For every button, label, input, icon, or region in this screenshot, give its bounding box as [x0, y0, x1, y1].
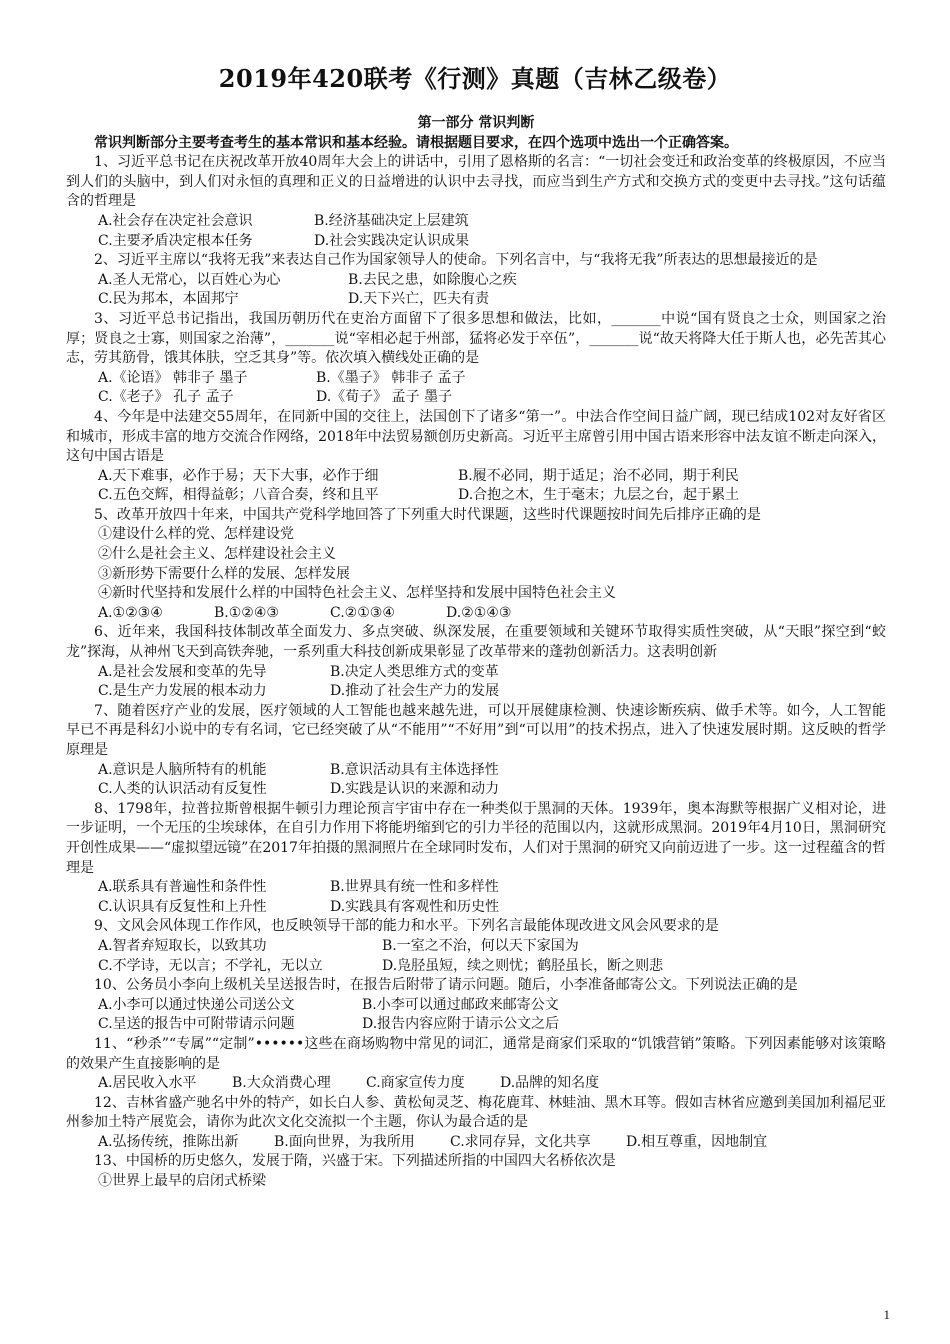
question-8-stem: 8、1798年，拉普拉斯曾根据牛顿引力理论预言宇宙中存在一种类似于黑洞的天体。1939年，奥本海默等根据广义相对论，进一步证明，一个无压的尘埃球体，在自引力作用下将能坍缩到它的引力半径的范围以内，这就形成黑洞。2019年4月10日，黑洞研究开创性成果——“虚拟望远镜”在2017年拍摄的黑洞照片在全球同时发布，人们对于黑洞的研究又向前迈进了一步。这一过程蕴含的哲理是 — [66, 800, 886, 876]
question-3-options — [66, 369, 886, 408]
question-12-option-c: C.求同存异，文化共享 — [450, 1133, 591, 1150]
document-body — [66, 114, 886, 1192]
page-number: 1 — [883, 1307, 890, 1322]
question-2-option-b: B.去民之患，如除腹心之疾 — [348, 271, 517, 288]
question-5-option-c: C.②①③④ — [330, 604, 395, 621]
question-12-option-d: D.相互尊重，因地制宜 — [626, 1133, 768, 1150]
question-1-options — [66, 212, 886, 251]
question-5-stem: 5、改革开放四十年来，中国共产党科学地回答了下列重大时代课题，这些时代课题按时间先后排序正确的是 — [94, 506, 761, 523]
question-5-item-3: ③新形势下需要什么样的发展、怎样发展 — [98, 565, 350, 582]
question-13-item-1: ①世界上最早的启闭式桥梁 — [98, 1173, 266, 1190]
question-4-option-a: A.天下难事，必作于易；天下大事，必作于细 — [98, 467, 379, 484]
question-5-item-4: ④新时代坚持和发展什么样的中国特色社会主义、怎样坚持和发展中国特色社会主义 — [98, 585, 616, 602]
question-4-stem: 4、今年是中法建交55周年，在同新中国的交往上，法国创下了诸多“第一”。中法合作空间日益广阔，现已结成102对友好省区和城市，形成丰富的地方交流合作网络，2018年中法贸易额创历史新高。习近平主席曾引用中国古语来形容中法友谊不断走向深入，这句中国古语是 — [66, 408, 886, 465]
question-7-options — [66, 761, 886, 800]
question-8-option-a: A.联系具有普遍性和条件性 — [98, 879, 267, 896]
question-12-option-b: B.面向世界，为我所用 — [274, 1133, 415, 1150]
question-3-option-c: C.《老子》 孔子 孟子 — [98, 389, 234, 406]
question-5-item-1: ①建设什么样的党、怎样建设党 — [98, 526, 294, 543]
question-1-option-c: C.主要矛盾决定根本任务 — [98, 232, 253, 249]
question-6-stem: 6、近年来，我国科技体制改革全面发力、多点突破、纵深发展，在重要领域和关键环节取得实质性突破，从“天眼”探空到“蛟龙”探海，从神州飞天到高铁奔驰，一系列重大科技创新成果彰显了改革带来的蓬勃创新活力。这表明创新 — [66, 624, 886, 661]
question-1-option-a: A.社会存在决定社会意识 — [98, 212, 253, 229]
question-5-option-d: D.②①④③ — [446, 604, 512, 621]
question-3-option-b: B.《墨子》 韩非子 孟子 — [316, 369, 466, 386]
question-9-stem: 9、文风会风体现工作作风，也反映领导干部的能力和水平。下列名言最能体现改进文风会风要求的是 — [94, 918, 719, 935]
section-intro: 常识判断部分主要考查考生的基本常识和基本经验。请根据题目要求，在四个选项中选出一个正确答案。 — [94, 134, 738, 151]
question-9-option-a: A.智者弃短取长，以致其功 — [98, 937, 267, 954]
question-11-option-d: D.品牌的知名度 — [500, 1075, 600, 1092]
question-11-stem: 11、“秒杀”“专属”“定制”••••••这些在商场购物中常见的词汇，通常是商家们采取的“饥饿营销”策略。下列因素能够对该策略的效果产生直接影响的是 — [66, 1035, 886, 1072]
question-9-option-b: B.一室之不治，何以天下家国为 — [382, 937, 579, 954]
question-1-option-b: B.经济基础决定上层建筑 — [314, 212, 469, 229]
question-7-option-a: A.意识是人脑所特有的机能 — [98, 761, 267, 778]
question-11-option-b: B.大众消费心理 — [232, 1075, 331, 1092]
question-8-option-c: C.认识具有反复性和上升性 — [98, 898, 267, 915]
question-7-option-c: C.人类的认识活动有反复性 — [98, 781, 267, 798]
question-4-option-d: D.合抱之木，生于毫末；九层之台，起于累土 — [458, 487, 740, 504]
question-9-options — [66, 937, 886, 976]
question-7-stem: 7、随着医疗产业的发展，医疗领域的人工智能也越来越先进，可以开展健康检测、快速诊断疾病、做手术等。如今，人工智能早已不再是科幻小说中的专有名词，它已经突破了从“不能用”“不好用”到“可以用”的技术拐点，进入了快速发展时期。这反映的哲学原理是 — [66, 702, 886, 758]
question-9-option-d: D.凫胫虽短，续之则忧；鹤胫虽长，断之则悲 — [382, 957, 664, 974]
question-12-option-a: A.弘扬传统，推陈出新 — [98, 1133, 239, 1150]
question-12-stem: 12、吉林省盛产驰名中外的特产，如长白人参、黄松甸灵芝、梅花鹿茸、林蛙油、黑木耳等。假如吉林省应邀到美国加利福尼亚州参加土特产展览会，请你为此次文化交流拟一个主题，你认为最合适的是 — [66, 1094, 886, 1131]
question-5-option-b: B.①②④③ — [214, 604, 279, 621]
question-8-option-d: D.实践具有客观性和历史性 — [330, 898, 500, 915]
question-4-options — [66, 467, 886, 506]
question-10-options — [66, 996, 886, 1035]
question-5-options — [66, 604, 886, 624]
question-2-option-a: A.圣人无常心，以百姓心为心 — [98, 271, 281, 288]
question-2-option-d: D.天下兴亡，匹夫有责 — [348, 291, 490, 308]
question-8-options — [66, 878, 886, 917]
question-4-option-c: C.五色交辉，相得益彰；八音合奏，终和且平 — [98, 487, 379, 504]
question-10-option-d: D.报告内容应附于请示公文之后 — [362, 1016, 560, 1033]
question-6-options — [66, 663, 886, 702]
question-4-option-b: B.履不必同，期于适足；治不必同，期于利民 — [458, 467, 739, 484]
question-2-options — [66, 271, 886, 310]
question-11-option-c: C.商家宣传力度 — [366, 1075, 465, 1092]
question-10-option-b: B.小李可以通过邮政来邮寄公文 — [362, 996, 559, 1013]
question-10-option-c: C.呈送的报告中可附带请示问题 — [98, 1016, 295, 1033]
question-10-stem: 10、公务员小李向上级机关呈送报告时，在报告后附带了请示问题。随后，小李准备邮寄公文。下列说法正确的是 — [94, 977, 798, 994]
section-title: 第一部分 常识判断 — [417, 115, 535, 131]
question-6-option-d: D.推动了社会生产力的发展 — [330, 683, 500, 700]
question-3-option-d: D.《荀子》 孟子 墨子 — [316, 389, 453, 406]
question-2-stem: 2、习近平主席以“我将无我”来表达自己作为国家领导人的使命。下列名言中，与“我将无我”所表达的思想最接近的是 — [94, 252, 818, 269]
question-13-stem: 13、中国桥的历史悠久，发展于隋，兴盛于宋。下列描述所指的中国四大名桥依次是 — [94, 1153, 616, 1170]
question-5-option-a: A.①②③④ — [98, 604, 163, 621]
question-11-options — [66, 1074, 886, 1094]
question-10-option-a: A.小李可以通过快递公司送公文 — [98, 996, 295, 1013]
question-2-option-c: C.民为邦本，本固邦宁 — [98, 291, 239, 308]
document-title: 2019年420联考《行测》真题（吉林乙级卷） — [218, 64, 732, 93]
question-8-option-b: B.世界具有统一性和多样性 — [330, 879, 499, 896]
question-3-stem: 3、习近平总书记指出，我国历朝历代在吏治方面留下了很多思想和做法，比如，_______中说“国有贤良之士众，则国家之治厚；贤良之士寡，则国家之治薄”，_______说“宰相必起于州部，猛将必发于卒伍”，_______说“故天将降大任于斯人也，必先苦其心志，劳其筋骨，饿其体肤，空乏其身”等。依次填入横线处正确的是 — [66, 310, 886, 367]
question-7-option-d: D.实践是认识的来源和动力 — [330, 781, 500, 798]
question-11-option-a: A.居民收入水平 — [98, 1075, 197, 1092]
question-9-option-c: C.不学诗，无以言；不学礼，无以立 — [98, 957, 323, 974]
question-1-option-d: D.社会实践决定认识成果 — [314, 232, 470, 249]
question-7-option-b: B.意识活动具有主体选择性 — [330, 761, 499, 778]
question-5-item-2: ②什么是社会主义、怎样建设社会主义 — [98, 546, 336, 563]
question-1-stem: 1、习近平总书记在庆祝改革开放40周年大会上的讲话中，引用了恩格斯的名言：“一切社会变迁和政治变革的终极原因，不应当到人们的头脑中，到人们对永恒的真理和正义的日益增进的认识中去寻找，而应当到生产方式和交换方式的变更中去寻找。”这句话蕴含的哲理是 — [66, 154, 886, 210]
question-6-option-a: A.是社会发展和变革的先导 — [98, 663, 267, 680]
question-12-options — [66, 1133, 886, 1153]
question-6-option-c: C.是生产力发展的根本动力 — [98, 683, 267, 700]
question-6-option-b: B.决定人类思维方式的变革 — [330, 663, 499, 680]
question-3-option-a: A.《论语》 韩非子 墨子 — [98, 369, 248, 386]
